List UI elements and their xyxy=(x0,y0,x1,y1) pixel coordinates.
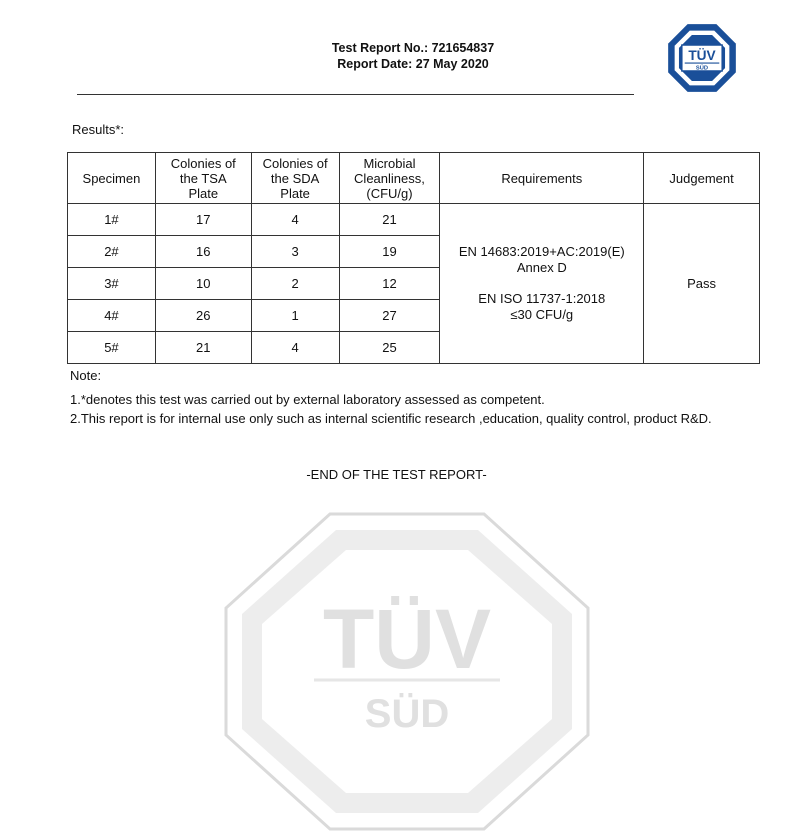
cell-specimen: 2# xyxy=(68,236,156,268)
cell-tsa: 16 xyxy=(155,236,251,268)
header-tsa: Colonies of the TSA Plate xyxy=(155,153,251,204)
cell-cleanliness: 25 xyxy=(339,332,440,364)
cell-sda: 1 xyxy=(251,300,339,332)
note-label: Note: xyxy=(70,368,102,383)
cell-sda: 4 xyxy=(251,204,339,236)
table-header-row xyxy=(68,153,760,204)
logo-top-text: TÜV xyxy=(688,48,716,64)
cell-sda: 4 xyxy=(251,332,339,364)
cell-tsa: 17 xyxy=(155,204,251,236)
cell-specimen: 4# xyxy=(68,300,156,332)
header-cleanliness: Microbial Cleanliness, (CFU/g) xyxy=(339,153,440,204)
results-table xyxy=(67,152,760,364)
table-row xyxy=(68,204,760,236)
header-specimen: Specimen xyxy=(68,153,156,204)
header-sda: Colonies of the SDA Plate xyxy=(251,153,339,204)
cell-cleanliness: 27 xyxy=(339,300,440,332)
cell-judgement: Pass xyxy=(644,204,760,364)
watermark-bottom-text: SÜD xyxy=(364,692,450,736)
cell-tsa: 10 xyxy=(155,268,251,300)
note-item: 1.*denotes this test was carried out by external laboratory assessed as competent. xyxy=(70,392,545,407)
end-of-report: -END OF THE TEST REPORT- xyxy=(306,467,487,482)
note-item: 2.This report is for internal use only such as internal scientific research ,education, quality control, product R&D. xyxy=(70,411,712,426)
cell-cleanliness: 19 xyxy=(339,236,440,268)
cell-specimen: 5# xyxy=(68,332,156,364)
cell-tsa: 21 xyxy=(155,332,251,364)
report-number: Test Report No.: 721654837 xyxy=(331,41,495,55)
logo-bottom-text: SÜD xyxy=(695,65,709,72)
cell-specimen: 3# xyxy=(68,268,156,300)
results-label: Results*: xyxy=(72,122,125,137)
cell-cleanliness: 21 xyxy=(339,204,440,236)
cell-sda: 3 xyxy=(251,236,339,268)
tuv-sud-watermark-icon xyxy=(222,510,592,833)
header-requirements: Requirements xyxy=(440,153,644,204)
cell-sda: 2 xyxy=(251,268,339,300)
notes-list xyxy=(70,392,760,430)
watermark-top-text: TÜV xyxy=(323,592,491,686)
tuv-sud-logo-icon xyxy=(666,22,738,94)
header-divider xyxy=(77,94,634,95)
cell-requirements: EN 14683:2019+AC:2019(E) Annex D EN ISO 11737-1:2018 ≤30 CFU/g xyxy=(440,204,644,364)
cell-specimen: 1# xyxy=(68,204,156,236)
header-judgement: Judgement xyxy=(644,153,760,204)
report-date: Report Date: 27 May 2020 xyxy=(337,57,489,71)
cell-cleanliness: 12 xyxy=(339,268,440,300)
cell-tsa: 26 xyxy=(155,300,251,332)
